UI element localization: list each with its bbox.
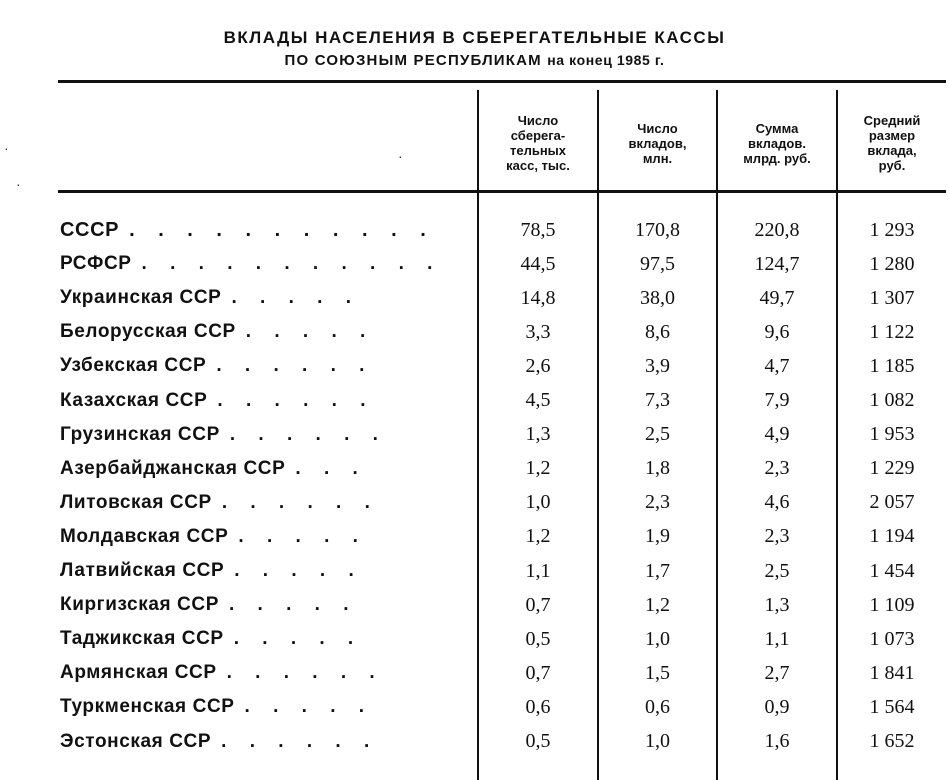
cell-savings-banks: 0,6 bbox=[525, 695, 551, 718]
leader-dots: . . . . . bbox=[244, 696, 374, 718]
cell-average-deposit: 1 229 bbox=[869, 457, 915, 480]
republic-label: Армянская ССР bbox=[60, 662, 217, 684]
republic-name bbox=[60, 690, 470, 724]
cell-deposits-sum: 2,5 bbox=[764, 559, 790, 582]
republic-label: РСФСР bbox=[60, 253, 132, 275]
leader-dots: . . . . . bbox=[233, 628, 363, 650]
cell-deposits-count: 1,9 bbox=[645, 525, 670, 548]
cell-average-deposit: 1 841 bbox=[869, 661, 915, 684]
cell-deposits-count: 1,0 bbox=[645, 627, 670, 650]
cell-deposits-count: 3,9 bbox=[645, 354, 670, 377]
table-title: ВКЛАДЫ НАСЕЛЕНИЯ В СБЕРЕГАТЕЛЬНЫЕ КАССЫ bbox=[223, 28, 726, 47]
cell-deposits-sum: 2,3 bbox=[764, 525, 790, 548]
republic-label: Казахская ССР bbox=[60, 389, 208, 411]
cell-savings-banks: 78,5 bbox=[520, 218, 556, 241]
table-row bbox=[0, 554, 949, 588]
republic-name bbox=[60, 418, 470, 452]
republic-label: Узбекская ССР bbox=[60, 355, 207, 377]
table-row bbox=[0, 384, 949, 418]
table-top-rule bbox=[58, 80, 946, 83]
republic-label: Грузинская ССР bbox=[60, 423, 220, 445]
table-row bbox=[0, 690, 949, 724]
column-header-average-deposit: Средний размер вклада, руб. bbox=[863, 113, 921, 173]
table-row bbox=[0, 281, 949, 315]
cell-savings-banks: 0,7 bbox=[525, 593, 551, 616]
republic-name bbox=[60, 520, 470, 554]
republic-label: Украинская ССР bbox=[60, 287, 222, 309]
republic-label: Таджикская ССР bbox=[60, 628, 224, 650]
republic-name bbox=[60, 247, 470, 281]
cell-deposits-sum: 1,1 bbox=[764, 627, 790, 650]
cell-savings-banks: 0,5 bbox=[525, 730, 551, 752]
cell-deposits-count: 1,7 bbox=[645, 559, 670, 582]
republic-label: Латвийская ССР bbox=[60, 560, 225, 581]
leader-dots: . . . . . bbox=[245, 321, 375, 343]
cell-deposits-sum: 220,8 bbox=[754, 218, 800, 241]
cell-savings-banks: 4,5 bbox=[525, 389, 551, 411]
column-header-savings-banks: Число сберега- тельных касс, тыс. bbox=[506, 113, 570, 173]
cell-average-deposit: 1 109 bbox=[869, 593, 915, 616]
republic-label: Молдавская ССР bbox=[60, 525, 229, 547]
cell-deposits-count: 170,8 bbox=[635, 218, 680, 241]
cell-deposits-count: 2,3 bbox=[645, 491, 670, 514]
leader-dots: . . . . . . bbox=[229, 423, 387, 445]
republic-label: СССР bbox=[60, 218, 120, 241]
subtitle-main: ПО СОЮЗНЫМ РЕСПУБЛИКАМ bbox=[284, 52, 542, 69]
table-row bbox=[0, 315, 949, 349]
stray-mark: · bbox=[398, 148, 403, 164]
leader-dots: . . . . . . . . . . . bbox=[141, 253, 442, 275]
cell-average-deposit: 1 280 bbox=[869, 252, 915, 275]
cell-deposits-count: 97,5 bbox=[640, 252, 675, 275]
cell-savings-banks: 1,1 bbox=[525, 559, 551, 582]
leader-dots: . . . . . . . . . . . bbox=[129, 218, 435, 241]
leader-dots: . . . . . bbox=[228, 594, 358, 616]
cell-savings-banks: 1,2 bbox=[525, 457, 551, 480]
republic-name bbox=[60, 315, 470, 349]
cell-deposits-sum: 4,7 bbox=[764, 354, 790, 377]
table-header-rule bbox=[58, 190, 946, 193]
republic-name bbox=[60, 213, 470, 247]
leader-dots: . . . . . bbox=[231, 287, 360, 309]
cell-savings-banks: 1,3 bbox=[525, 423, 551, 446]
table-row bbox=[0, 520, 949, 554]
cell-deposits-count: 38,0 bbox=[640, 286, 675, 309]
cell-savings-banks: 2,6 bbox=[525, 354, 551, 377]
cell-deposits-sum: 7,9 bbox=[764, 389, 790, 411]
subtitle-date: на конец 1985 г. bbox=[547, 52, 665, 68]
cell-average-deposit: 1 194 bbox=[869, 525, 915, 548]
republic-label: Туркменская ССР bbox=[60, 696, 235, 718]
cell-deposits-sum: 2,7 bbox=[764, 661, 790, 684]
cell-savings-banks: 3,3 bbox=[525, 320, 551, 343]
republic-name bbox=[60, 554, 470, 588]
table-subtitle bbox=[0, 52, 949, 69]
cell-deposits-count: 1,5 bbox=[645, 661, 670, 684]
cell-deposits-count: 1,0 bbox=[645, 730, 670, 752]
republic-label: Литовская ССР bbox=[60, 491, 212, 513]
leader-dots: . . . bbox=[295, 457, 367, 479]
republic-label: Азербайджанская ССР bbox=[60, 457, 286, 479]
table-row bbox=[0, 588, 949, 622]
republic-label: Эстонская ССР bbox=[60, 730, 212, 752]
cell-average-deposit: 1 185 bbox=[869, 354, 915, 377]
cell-average-deposit: 1 564 bbox=[869, 695, 915, 718]
cell-deposits-sum: 2,3 bbox=[764, 457, 790, 480]
table-row bbox=[0, 452, 949, 486]
cell-deposits-sum: 1,6 bbox=[764, 730, 790, 752]
leader-dots: . . . . . . bbox=[226, 662, 384, 684]
cell-deposits-count: 1,2 bbox=[645, 593, 670, 616]
cell-average-deposit: 1 953 bbox=[869, 423, 915, 446]
republic-name bbox=[60, 725, 470, 759]
republic-name bbox=[60, 349, 470, 383]
cell-savings-banks: 0,5 bbox=[525, 627, 551, 650]
leader-dots: . . . . . bbox=[234, 560, 363, 581]
republic-label: Белорусская ССР bbox=[60, 321, 236, 343]
republic-name bbox=[60, 281, 470, 315]
table-row bbox=[0, 213, 949, 247]
table-row bbox=[0, 247, 949, 281]
cell-deposits-sum: 4,6 bbox=[764, 491, 790, 514]
republic-label: Киргизская ССР bbox=[60, 594, 219, 616]
cell-savings-banks: 1,2 bbox=[525, 525, 551, 548]
cell-average-deposit: 1 307 bbox=[869, 286, 915, 309]
column-header-deposits-count: Число вкладов, млн. bbox=[628, 120, 687, 166]
leader-dots: . . . . . . bbox=[221, 491, 379, 513]
cell-deposits-count: 1,8 bbox=[645, 457, 670, 480]
republic-name bbox=[60, 486, 470, 520]
table-row bbox=[0, 725, 949, 759]
cell-average-deposit: 1 454 bbox=[869, 559, 915, 582]
cell-deposits-sum: 124,7 bbox=[754, 252, 800, 275]
table-row bbox=[0, 418, 949, 452]
table-row bbox=[0, 349, 949, 383]
leader-dots: . . . . . . bbox=[217, 389, 375, 411]
cell-deposits-sum: 9,6 bbox=[764, 320, 790, 343]
cell-average-deposit: 1 652 bbox=[869, 730, 915, 752]
cell-average-deposit: 1 293 bbox=[869, 218, 915, 241]
cell-savings-banks: 0,7 bbox=[525, 661, 551, 684]
cell-deposits-sum: 1,3 bbox=[764, 593, 790, 616]
cell-average-deposit: 1 122 bbox=[869, 320, 915, 343]
column-header-deposits-sum: Сумма вкладов. млрд. руб. bbox=[743, 120, 811, 166]
cell-deposits-count: 7,3 bbox=[645, 389, 670, 411]
cell-savings-banks: 1,0 bbox=[525, 491, 551, 514]
cell-deposits-count: 8,6 bbox=[645, 320, 670, 343]
stray-mark: · bbox=[16, 176, 21, 192]
republic-name bbox=[60, 452, 470, 486]
republic-name bbox=[60, 656, 470, 690]
table-row bbox=[0, 656, 949, 690]
leader-dots: . . . . . bbox=[238, 525, 367, 547]
cell-average-deposit: 1 082 bbox=[869, 389, 915, 411]
republic-name bbox=[60, 588, 470, 622]
republic-name bbox=[60, 384, 470, 418]
cell-deposits-count: 0,6 bbox=[645, 695, 670, 718]
republic-name bbox=[60, 622, 470, 656]
leader-dots: . . . . . . bbox=[221, 730, 379, 752]
leader-dots: . . . . . . bbox=[216, 355, 374, 377]
stray-mark: · bbox=[4, 140, 9, 156]
cell-deposits-sum: 0,9 bbox=[764, 695, 790, 718]
cell-deposits-count: 2,5 bbox=[645, 423, 670, 446]
table-row bbox=[0, 486, 949, 520]
cell-average-deposit: 2 057 bbox=[869, 491, 915, 514]
cell-deposits-sum: 4,9 bbox=[764, 423, 790, 446]
cell-savings-banks: 14,8 bbox=[520, 286, 556, 309]
cell-deposits-sum: 49,7 bbox=[759, 286, 795, 309]
cell-savings-banks: 44,5 bbox=[520, 252, 556, 275]
cell-average-deposit: 1 073 bbox=[869, 627, 915, 650]
table-row bbox=[0, 622, 949, 656]
